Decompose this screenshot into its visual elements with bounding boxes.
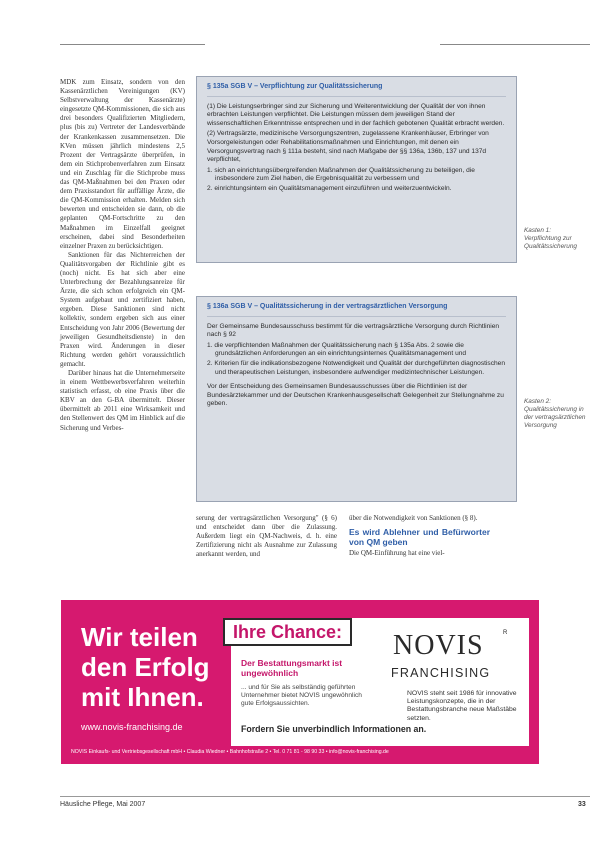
- box-paragraph: Vor der Entscheidung des Gemeinsamen Bundesausschusses über die Richtlinien ist der Bundesärztekammer und der Deutschen Krankenhausgesellschaft Gelegenheit zur Stellungnahme zu geben.: [207, 383, 504, 408]
- subheading: Es wird Ablehner und Befürworter von QM geben: [349, 527, 490, 548]
- box-paragraph: Der Gemeinsame Bundesausschuss bestimmt für die vertragsärztliche Versorgung durch Richtlinien nach § 92: [207, 322, 500, 339]
- paragraph: Sanktionen für das Nichterreichen der Qualitätsvorgaben der Richtlinie gibt es (noch) nicht. Es hat sich aber eine Unterbrechung der Bezahlungsanreize für Ärzte, die sich schon erfolgreich ein QM-System aufgebaut und zertifiziert haben, ergeben. Diese Sanktionen sind nicht kollektiv, sondern ergeben sich aus einer Entscheidung von Jahr 2006 (Bewertung der jeweiligen Gesundheitsdienste) in den Praxen wird. Änderungen in dieser Richtung werden gehört voraussichtlich gemacht.: [60, 250, 185, 368]
- info-box-135a: [196, 76, 517, 263]
- right-column: [349, 514, 490, 558]
- footer-rule: [60, 796, 590, 797]
- paragraph: MDK zum Einsatz, sondern von den Kassenärztlichen Vereinigungen (KV) Selbstverwaltung der Kassenärzte) eingesetzte QM-Kommissionen, die sich aus drei besonders Qualifizierten Mitgliedern, plus (bis zu) Vertreter der Landesverbände der Krankenkassen zusammensetzen. Die KVen müssen jährlich mindestens 2,5 Prozent der Vertragsärzte überprüfen, in dem ein Stichprobenverfahren zum Einsatz und ein Zuschlag für die Stichprobe muss das QM-Maßnahmen bei den Praxen oder dem Praxisstandort für auffällige Ärzte, die die QM-Kommission erhalten. Melden sich bewerten und entscheiden sie dann, ob die geplanten QM-Fortschritte zu den Maßnahmen im Einzelfall geeignet erscheinen, dabei sind Besonderheiten einzelner Praxen zu berücksichtigen.: [60, 78, 186, 250]
- ad-chance-label: Ihre Chance:: [223, 618, 352, 646]
- ad-headline-line: Wir teilen: [81, 622, 198, 652]
- top-rule-right: [440, 44, 590, 45]
- box-list-item: 2. einrichtungsintern ein Qualitätsmanagement einzuführen und weiterzuentwickeln.: [207, 184, 452, 192]
- left-column-text: [60, 78, 185, 433]
- novis-logo-subtitle: FRANCHISING: [391, 666, 491, 680]
- ad-headline: [81, 622, 210, 712]
- registered-mark-icon: R: [503, 630, 508, 636]
- info-box-136a: [196, 296, 517, 502]
- paragraph: Darüber hinaus hat die Unternehmerseite in einem Wettbewerbsverfahren weiterhin statistisch erfasst, ob eine Praxis über die KBV an den G-BA übermittelt. Dieser übermittelt ab 2011 eine Wirksamkeit und den Stellenwert des QM im Hinblick auf die Sicherung und Verbes-: [60, 369, 185, 432]
- ad-white-panel: [231, 618, 529, 746]
- ad-headline-line: mit Ihnen.: [81, 682, 204, 712]
- page-number: 33: [578, 801, 586, 808]
- box-list-item: 1. die verpflichtenden Maßnahmen der Qualitätssicherung nach § 135a Abs. 2 sowie die grundsätzlichen Anforderungen an ein einrichtungsinternes Qualitätsmanagement und: [207, 341, 467, 358]
- ad-body-text: ... und für Sie als selbständig geführten Unternehmer bietet NOVIS ungewöhnlich gute Erfolgsaussichten.: [241, 684, 362, 707]
- box-list-item: 2. Kriterien für die indikationsbezogene Notwendigkeit und Qualität der durchgeführten diagnostischen und therapeutischen Leistungen, insbesondere aufwendiger medizintechnischer Leistungen.: [207, 359, 506, 376]
- side-caption-1: Kasten 1: Verpflichtung zur Qualitätssicherung: [524, 227, 577, 250]
- right-text-2: Die QM-Einführung hat eine viel-: [349, 549, 445, 558]
- top-rule-left: [60, 44, 205, 45]
- novis-advertisement: [61, 600, 539, 764]
- ad-headline-line: den Erfolg: [81, 652, 210, 682]
- ad-right-text: NOVIS steht seit 1986 für innovative Leistungskonzepte, die in der Bestattungsbranche neue Maßstäbe setzten.: [407, 690, 517, 722]
- novis-logo: NOVIS: [393, 630, 484, 661]
- ad-footer-contact: NOVIS Einkaufs- und Vertriebsgesellschaft mbH • Claudia Wiedner • Bahnhofstraße 2 • Tel. 0 71 81 - 98 90 33 • info@novis-franchising.de: [71, 749, 389, 755]
- ad-subheading: Der Bestattungsmarkt ist ungewöhnlich: [241, 658, 343, 678]
- box-paragraph: (2) Vertragsärzte, medizinische Versorgungszentren, zugelassene Krankenhäuser, Erbringer von Vorsorgeleistungen oder Rehabilitationsmaßnahmen und Einrichtungen, mit denen ein Versorgungsvertrag nach § 111a besteht, sind nach Maßgabe der §§ 136a, 136b, 137 und 137d verpflichtet,: [207, 130, 489, 164]
- right-text-1: über die Notwendigkeit von Sanktionen (§ 8).: [349, 514, 478, 522]
- middle-column-text: serung der vertragsärztlichen Versorgung" (§ 6) und entscheidet dann über die Zulassung. Außerdem liegt ein QM-Nachweis, d. h. eine Zertifizierung nicht als Ausnahme zur Zulassung anerkannt werden, und: [196, 514, 337, 559]
- footer-publication: Häusliche Pflege, Mai 2007: [60, 801, 146, 808]
- box-list-item: 1. sich an einrichtungsübergreifenden Maßnahmen der Qualitätssicherung zu beteiligen, die insbesondere zum Ziel haben, die Ergebnisqualität zu verbessern und: [207, 166, 475, 183]
- box-heading: § 135a SGB V – Verpflichtung zur Qualitätssicherung: [207, 83, 506, 97]
- ad-call-to-action: Fordern Sie unverbindlich Informationen an.: [241, 724, 427, 734]
- box-heading: § 136a SGB V – Qualitätssicherung in der vertragsärztlichen Versorgung: [207, 303, 506, 317]
- ad-url-link[interactable]: www.novis-franchising.de: [81, 722, 183, 732]
- box-paragraph: (1) Die Leistungserbringer sind zur Sicherung und Weiterentwicklung der Qualität der von ihnen erbrachten Leistungen verpflichtet. Die Leistungen müssen dem jeweiligen Stand der wissenschaftlichen Erkenntnisse entsprechen und in der fachlich gebotenen Qualität erbracht werden.: [207, 102, 505, 127]
- side-caption-2: Kasten 2: Qualitätssicherung in der vertragsärztlichen Versorgung: [524, 398, 586, 429]
